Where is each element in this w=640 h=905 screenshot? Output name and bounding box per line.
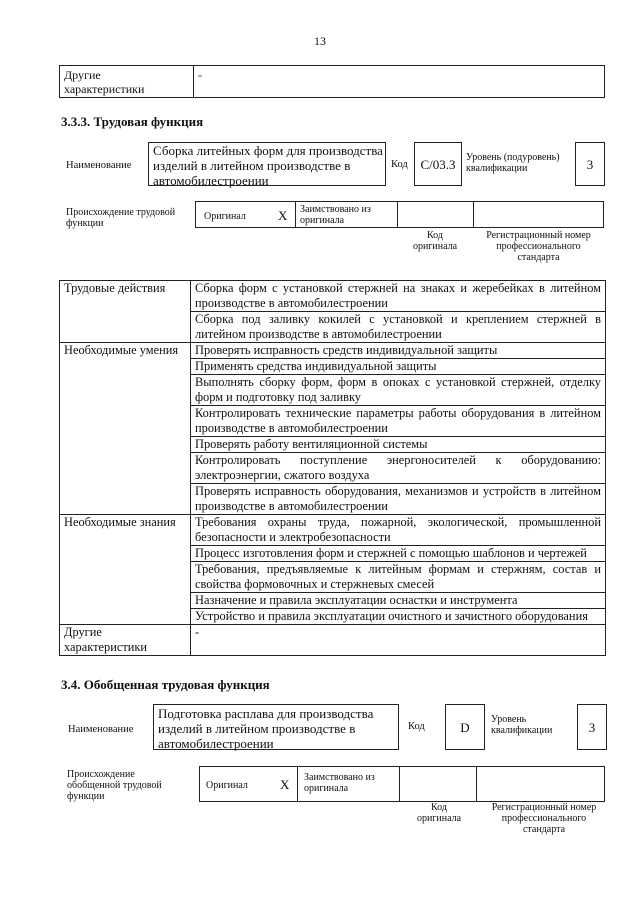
original-label-333: Оригинал [204, 211, 246, 222]
level-value-box-333 [575, 142, 605, 186]
original-label-34: Оригинал [206, 780, 248, 791]
code-value-34: D [460, 720, 470, 735]
table-cell-item: - [191, 625, 606, 656]
borrowed-label-34: Заимствовано из оригинала [304, 772, 375, 794]
table-cell-item: Сборка под заливку кокилей с установкой и креплением стержней в литейном производстве в автомобилестроении [191, 312, 606, 343]
code-label-333: Код [391, 159, 408, 170]
top-other-row [59, 65, 605, 98]
name-value-34: Подготовка расплава для производства изделий в литейном производстве в автомобилестроении [158, 706, 374, 751]
origin-box-34 [199, 766, 605, 802]
name-value-box-34 [153, 704, 399, 750]
code-value-box-34 [445, 704, 485, 750]
work-function-table [59, 280, 606, 656]
table-cell-item: Контролировать технические параметры работы оборудования в литейном производстве в автомобилестроении [191, 406, 606, 437]
level-value-box-34 [577, 704, 607, 750]
top-other-value: - [198, 68, 202, 82]
level-value-34: 3 [588, 720, 596, 735]
table-cell-item: Устройство и правила эксплуатации очистного и зачистного оборудования [191, 609, 606, 625]
page-number: 13 [314, 34, 326, 48]
name-label-333: Наименование [66, 160, 132, 171]
table-cell-item: Проверять исправность оборудования, механизмов и устройств в литейном производстве в автомобилестроении [191, 484, 606, 515]
section-heading-34: 3.4. Обобщенная трудовая функция [61, 677, 270, 692]
level-label-333: Уровень (подуровень) квалификации [466, 152, 560, 174]
original-mark-34: X [280, 777, 290, 792]
table-row [60, 625, 606, 656]
origin-box-333 [195, 201, 604, 228]
table-cell-item: Выполнять сборку форм, форм в опоках с установкой стержней, отделку форм и подготовку под заливку [191, 375, 606, 406]
table-cell-item: Применять средства индивидуальной защиты [191, 359, 606, 375]
code-orig-caption-34: Код оригинала [416, 802, 462, 824]
table-cell-item: Проверять работу вентиляционной системы [191, 437, 606, 453]
table-row [60, 281, 606, 312]
table-cell-item: Процесс изготовления форм и стержней с помощью шаблонов и чертежей [191, 546, 606, 562]
table-row [60, 343, 606, 359]
original-mark-333: X [278, 208, 288, 223]
table-group-label: Другие характеристики [60, 625, 191, 656]
table-cell-item: Контролировать поступление энергоносителей к оборудованию: электроэнергии, сжатого воздуха [191, 453, 606, 484]
table-cell-item: Требования, предъявляемые к литейным формам и стержням, состав и свойства формовочных и стержневых смесей [191, 562, 606, 593]
table-group-label: Необходимые знания [60, 515, 191, 625]
table-group-label: Необходимые умения [60, 343, 191, 515]
table-cell-item: Сборка форм с установкой стержней на знаках и жеребейках в литейном производстве в автомобилестроении [191, 281, 606, 312]
code-label-34: Код [408, 721, 425, 732]
name-label-34: Наименование [68, 724, 134, 735]
level-value-333: 3 [586, 157, 594, 172]
code-value-box-333 [414, 142, 462, 186]
reg-caption-333: Регистрационный номер профессионального стандарта [486, 230, 591, 263]
code-orig-caption-333: Код оригинала [412, 230, 458, 252]
level-label-34: Уровень квалификации [491, 714, 553, 736]
table-cell-item: Проверять исправность средств индивидуальной защиты [191, 343, 606, 359]
top-other-label: Другие характеристики [64, 68, 145, 96]
code-value-333: C/03.3 [420, 157, 456, 172]
borrowed-label-333: Заимствовано из оригинала [300, 204, 371, 226]
table-cell-item: Требования охраны труда, пожарной, экологической, промышленной безопасности и электробезопасности [191, 515, 606, 546]
table-row [60, 515, 606, 546]
name-value-box-333 [148, 142, 386, 186]
reg-caption-34: Регистрационный номер профессионального стандарта [491, 802, 597, 835]
name-value-333: Сборка литейных форм для производства изделий в литейном производстве в автомобилестроении [153, 143, 383, 188]
origin-label-34: Происхождение обобщенной трудовой функции [67, 769, 162, 802]
origin-label-333: Происхождение трудовой функции [66, 207, 176, 229]
table-group-label: Трудовые действия [60, 281, 191, 343]
section-heading-333: 3.3.3. Трудовая функция [61, 114, 204, 129]
table-cell-item: Назначение и правила эксплуатации оснастки и инструмента [191, 593, 606, 609]
